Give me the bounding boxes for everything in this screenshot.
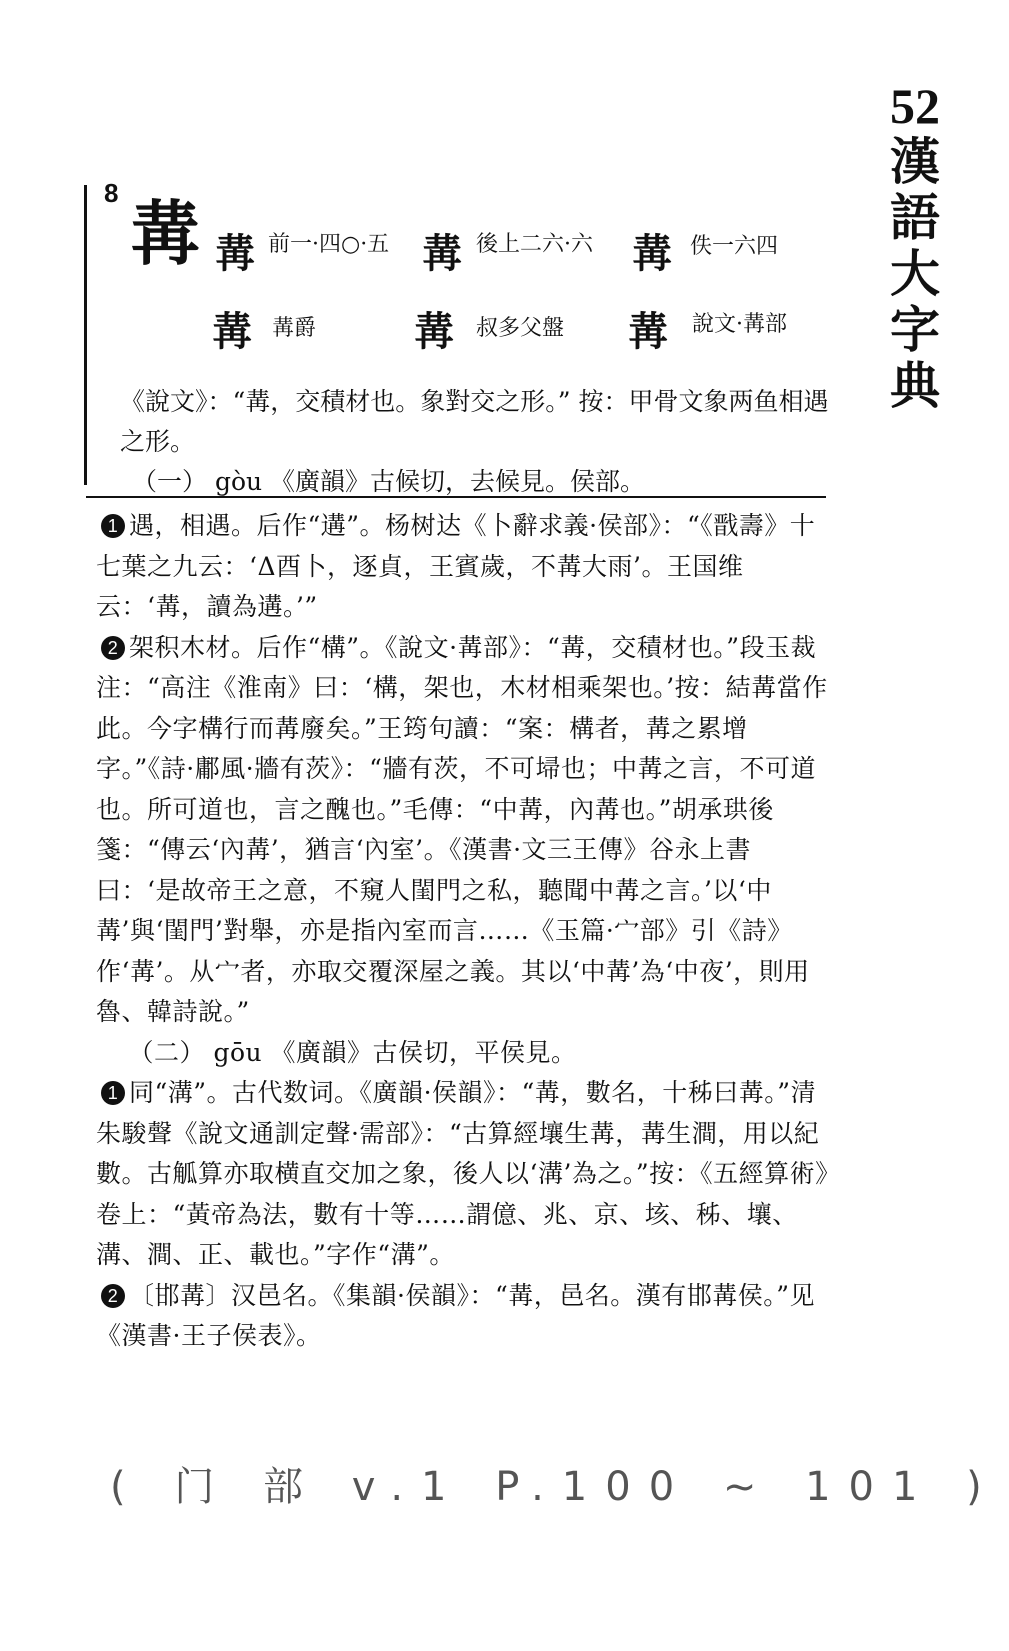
sense-item: [96, 506, 834, 628]
sense-text: 同“溝”。古代数词。《廣韻·侯韻》：“冓，數名，十秭曰冓。”清朱駿聲《說文通訓定聲·需部》：“古算經壤生冓，冓生澗，用以紀數。古觚算亦取横直交加之象，後人以‘溝’為之。”按：《五經算術》卷上：“黃帝為法，數有十等……謂億、兆、京、垓、秭、壤、溝、澗、正、載也。”字作“溝”。: [96, 1078, 829, 1269]
handwritten-note: ( 门 部 v.1 P.100 ~ 101 ): [110, 1464, 1000, 1510]
form-source: 冓爵: [272, 316, 317, 341]
sense-item: [96, 1073, 834, 1276]
sense-item: [96, 1276, 834, 1357]
title-char: 語: [890, 188, 940, 247]
ancient-form-glyph: 冓: [632, 230, 672, 277]
sense-number: 1: [101, 514, 125, 538]
headword: 冓: [130, 192, 200, 275]
ancient-form-glyph: 冓: [212, 308, 252, 355]
section-divider: [86, 496, 826, 498]
ancient-form-glyph: 冓: [628, 308, 668, 355]
page-number: 52: [890, 78, 940, 134]
left-margin-rule: [84, 185, 87, 485]
reading-1: （一） gòu 《廣韻》古候切，去候見。侯部。: [132, 467, 646, 496]
form-source: 佚一六四: [690, 234, 779, 259]
form-source: 前一·四○·五: [268, 232, 390, 257]
sense-number: 1: [101, 1081, 125, 1105]
entry-number: 8: [104, 178, 119, 208]
ancient-form-glyph: 冓: [422, 230, 462, 277]
ancient-form-glyph: 冓: [215, 230, 255, 277]
title-char: 字: [890, 300, 940, 359]
sense-text: 架积木材。后作“構”。《說文·冓部》：“冓，交積材也。”段玉裁注：“高注《淮南》曰：‘構，架也，木材相乘架也。’按：結冓當作此。今字構行而冓廢矣。”王筠句讀：“案：構者，冓之累增字。”《詩·鄘風·牆有茨》：“牆有茨，不可埽也；中冓之言，不可道也。所可道也，言之醜也。”毛傳：“中冓，內冓也。”胡承珙後箋：“傳云‘內冓’，猶言‘內室’。《漢書·文三王傳》谷永上書曰：‘是故帝王之意，不窺人閨門之私，聽聞中冓之言。’以‘中冓’與‘閨門’對舉，亦是指內室而言……《玉篇·宀部》引《詩》作‘冓’。从宀者，亦取交覆深屋之義。其以‘中冓’為‘中夜’，則用魯、韓詩說。”: [96, 632, 828, 1026]
form-source: 說文·冓部: [692, 312, 787, 337]
title-char: 漢: [890, 132, 940, 191]
form-source: 叔多父盤: [476, 316, 565, 341]
definitions: [96, 506, 834, 1357]
sense-text: 〔邯冓〕汉邑名。《集韻·侯韻》：“冓，邑名。漢有邯冓侯。”见《漢書·王子侯表》。: [96, 1280, 816, 1350]
sense-item: [96, 628, 834, 1033]
form-source: 後上二六·六: [476, 232, 593, 257]
sense-number: 2: [101, 1284, 125, 1308]
dictionary-title: [870, 78, 960, 414]
sense-number: 2: [101, 636, 125, 660]
sense-text: 遇，相遇。后作“遘”。杨树达《卜辭求義·侯部》：“《戬壽》十七葉之九云：‘Δ酉卜，逐貞，王賓歲，不冓大雨’。王国维云：‘冓，讀為遘。’”: [96, 511, 816, 621]
reading-2: （二） gōu 《廣韻》古侯切，平侯見。: [128, 1037, 577, 1067]
ancient-form-glyph: 冓: [414, 308, 454, 355]
intro-text: 《說文》：“冓，交積材也。象對交之形。” 按：甲骨文象两鱼相遇之形。: [120, 387, 829, 456]
title-char: 典: [890, 356, 940, 415]
title-char: 大: [890, 244, 940, 303]
entry-intro: [120, 382, 840, 502]
